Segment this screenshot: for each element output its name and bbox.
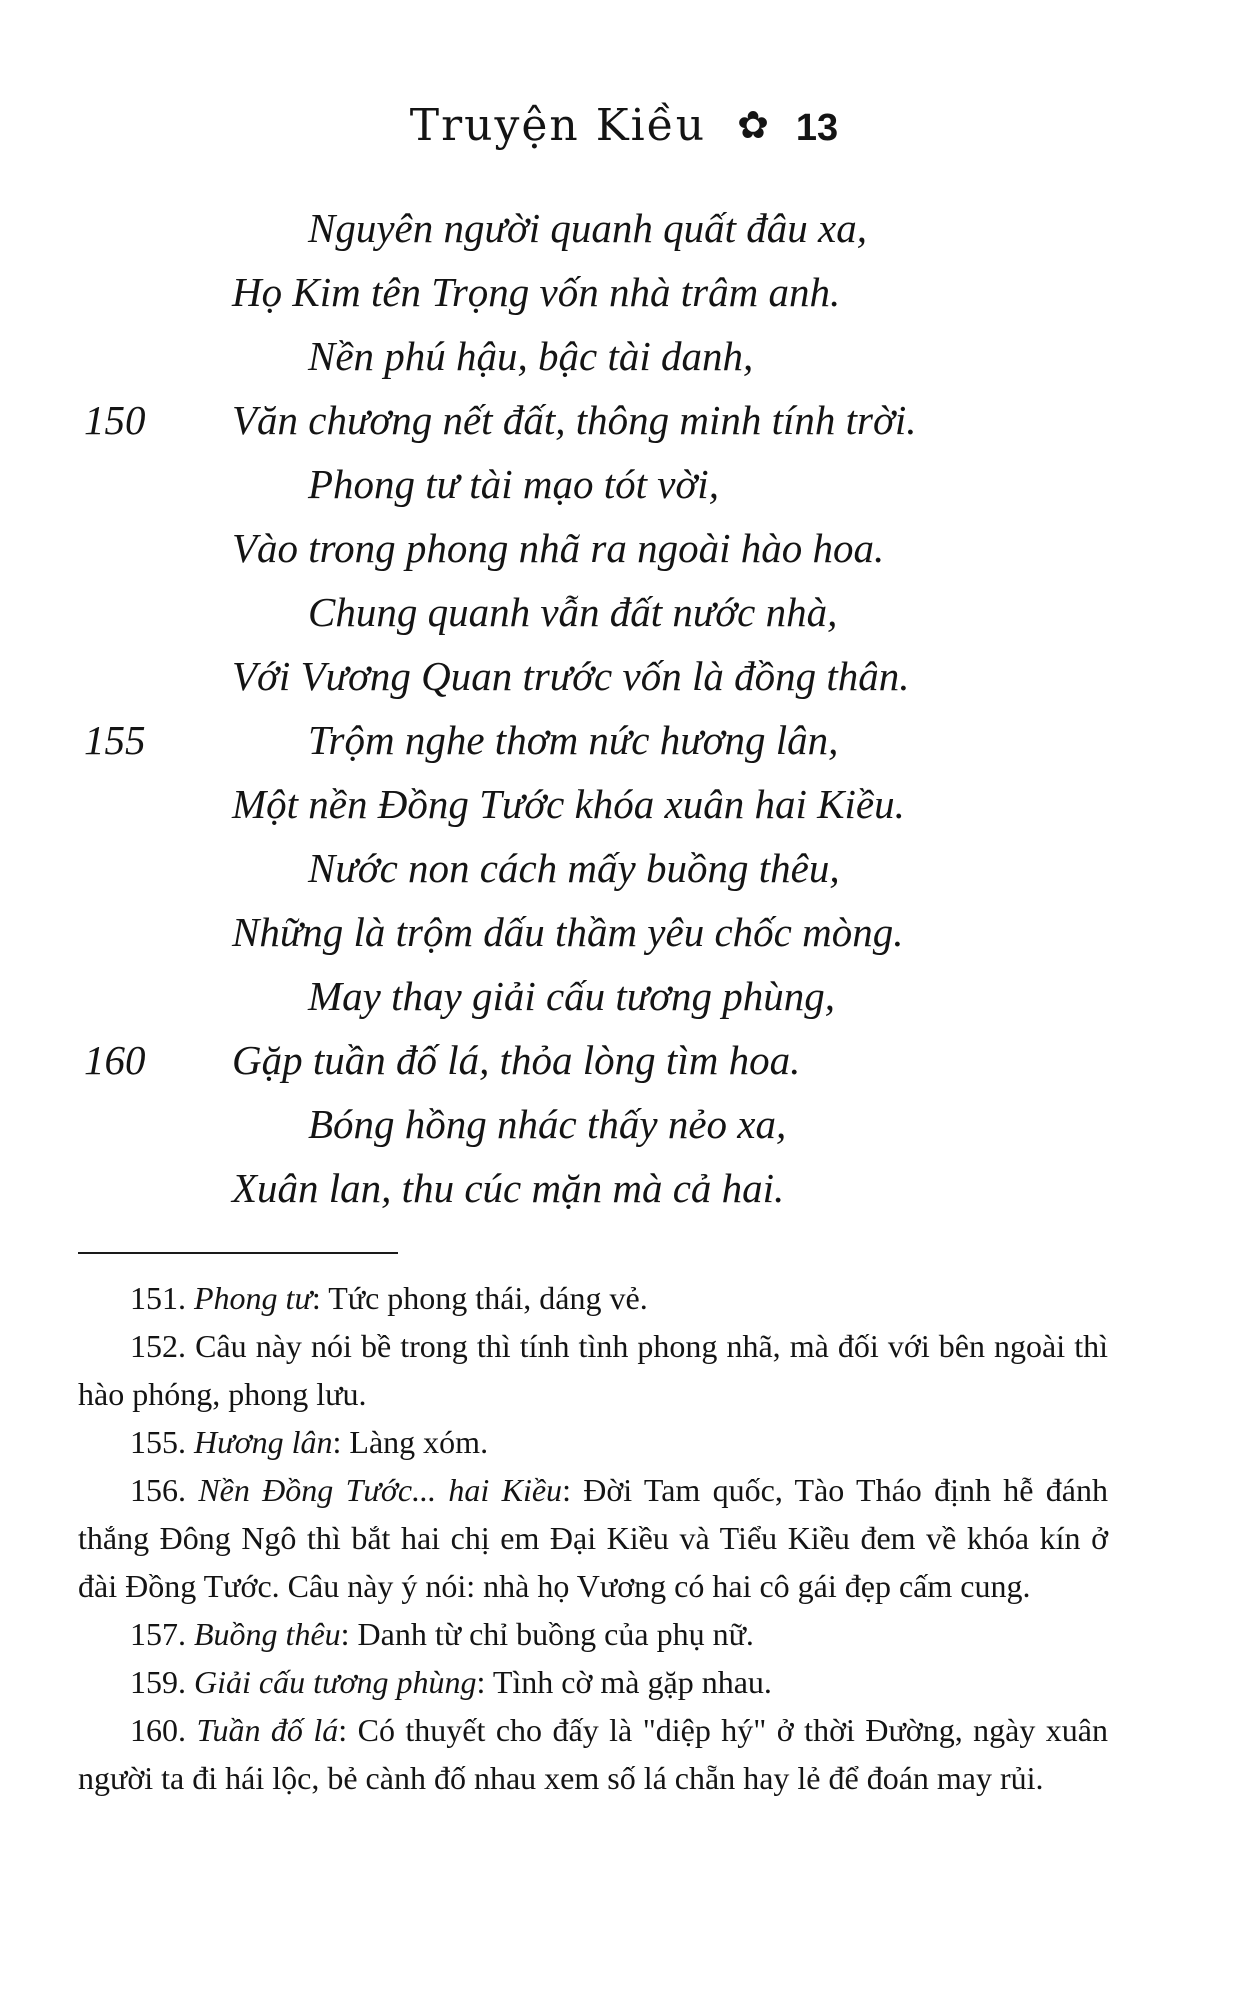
footnote bbox=[78, 1466, 1108, 1610]
footnote bbox=[78, 1610, 1108, 1658]
footnote bbox=[78, 1322, 1108, 1418]
footnotes bbox=[78, 1274, 1108, 1802]
footnote-text: : Làng xóm. bbox=[332, 1424, 489, 1460]
verse-line bbox=[0, 644, 1248, 708]
verse-text: Chung quanh vẫn đất nước nhà, bbox=[308, 589, 838, 635]
verse-text: Với Vương Quan trước vốn là đồng thân. bbox=[232, 653, 910, 699]
verse-text: May thay giải cấu tương phùng, bbox=[308, 973, 836, 1019]
footnote-number: 160. bbox=[130, 1712, 186, 1748]
verse-line bbox=[0, 1028, 1248, 1092]
verse-text: Phong tư tài mạo tót vời, bbox=[308, 461, 719, 507]
footnote-number: 159. bbox=[130, 1664, 186, 1700]
verse-line-number: 155 bbox=[84, 717, 146, 763]
footnote-number: 151. bbox=[130, 1280, 186, 1316]
verse-line bbox=[0, 516, 1248, 580]
footnote-term: Nền Đồng Tước... hai Kiều bbox=[198, 1472, 563, 1508]
footnote-number: 155. bbox=[130, 1424, 186, 1460]
footnote-text: : Đời Tam quốc, Tào Tháo định hễ đánh thắng Đông Ngô thì bắt hai chị em Đại Kiều và Tiểu Kiều đem về khóa kín ở đài Đồng Tước. Câu này ý nói: nhà họ Vương có hai cô gái đẹp cấm cung. bbox=[78, 1472, 1109, 1604]
verse-text: Nguyên người quanh quất đâu xa, bbox=[308, 205, 867, 251]
footnote bbox=[78, 1706, 1108, 1802]
verse-text: Bóng hồng nhác thấy nẻo xa, bbox=[308, 1101, 787, 1147]
page-number: 13 bbox=[795, 107, 839, 149]
verse-line bbox=[0, 324, 1248, 388]
verse-line bbox=[0, 388, 1248, 452]
footnote-term: Giải cấu tương phùng bbox=[194, 1664, 477, 1700]
running-header bbox=[0, 96, 1248, 158]
verse-line bbox=[0, 708, 1248, 772]
footnote-term: Buồng thêu bbox=[194, 1616, 341, 1652]
verse-text: Nước non cách mấy buồng thêu, bbox=[308, 845, 840, 891]
verse-text: Gặp tuần đố lá, thỏa lòng tìm hoa. bbox=[232, 1037, 801, 1083]
verse-line bbox=[0, 196, 1248, 260]
footnote bbox=[78, 1658, 1108, 1706]
verse-line bbox=[0, 452, 1248, 516]
footnote bbox=[78, 1274, 1108, 1322]
footnote-number: 157. bbox=[130, 1616, 186, 1652]
verse-text: Vào trong phong nhã ra ngoài hào hoa. bbox=[232, 525, 885, 571]
footnote-divider bbox=[78, 1252, 398, 1254]
verse-line bbox=[0, 1092, 1248, 1156]
verse-line bbox=[0, 1156, 1248, 1220]
flower-ornament-icon: ✿ bbox=[737, 105, 769, 147]
footnote bbox=[78, 1418, 1108, 1466]
poem-body bbox=[0, 196, 1248, 1220]
footnote-term: Phong tư bbox=[194, 1280, 312, 1316]
verse-line bbox=[0, 580, 1248, 644]
verse-line bbox=[0, 964, 1248, 1028]
footnote-term: Hương lân bbox=[194, 1424, 333, 1460]
verse-text: Xuân lan, thu cúc mặn mà cả hai. bbox=[232, 1165, 785, 1211]
verse-line bbox=[0, 772, 1248, 836]
verse-text: Họ Kim tên Trọng vốn nhà trâm anh. bbox=[232, 269, 841, 315]
footnote-text: Câu này nói bề trong thì tính tình phong nhã, mà đối với bên ngoài thì hào phóng, phong lưu. bbox=[78, 1328, 1109, 1412]
footnote-text: : Tức phong thái, dáng vẻ. bbox=[311, 1280, 648, 1316]
footnote-text: : Có thuyết cho đấy là "diệp hý" ở thời Đường, ngày xuân người ta đi hái lộc, bẻ cành đố nhau xem số lá chẵn hay lẻ để đoán may rủi. bbox=[78, 1712, 1109, 1796]
verse-line-number: 150 bbox=[84, 397, 146, 443]
footnote-text: : Danh từ chỉ buồng của phụ nữ. bbox=[340, 1616, 754, 1652]
footnote-text: : Tình cờ mà gặp nhau. bbox=[476, 1664, 772, 1700]
footnote-number: 152. bbox=[130, 1328, 186, 1364]
footnote-term: Tuần đố lá bbox=[196, 1712, 339, 1748]
verse-line bbox=[0, 900, 1248, 964]
footnote-number: 156. bbox=[130, 1472, 186, 1508]
verse-text: Nền phú hậu, bậc tài danh, bbox=[308, 333, 754, 379]
verse-text: Một nền Đồng Tước khóa xuân hai Kiều. bbox=[232, 781, 905, 827]
verse-line-number: 160 bbox=[84, 1037, 146, 1083]
verse-line bbox=[0, 260, 1248, 324]
verse-text: Trộm nghe thơm nức hương lân, bbox=[308, 717, 839, 763]
book-title: Truyện Kiều bbox=[409, 100, 707, 151]
verse-text: Những là trộm dấu thầm yêu chốc mòng. bbox=[232, 909, 904, 955]
verse-text: Văn chương nết đất, thông minh tính trời. bbox=[232, 397, 917, 443]
verse-line bbox=[0, 836, 1248, 900]
